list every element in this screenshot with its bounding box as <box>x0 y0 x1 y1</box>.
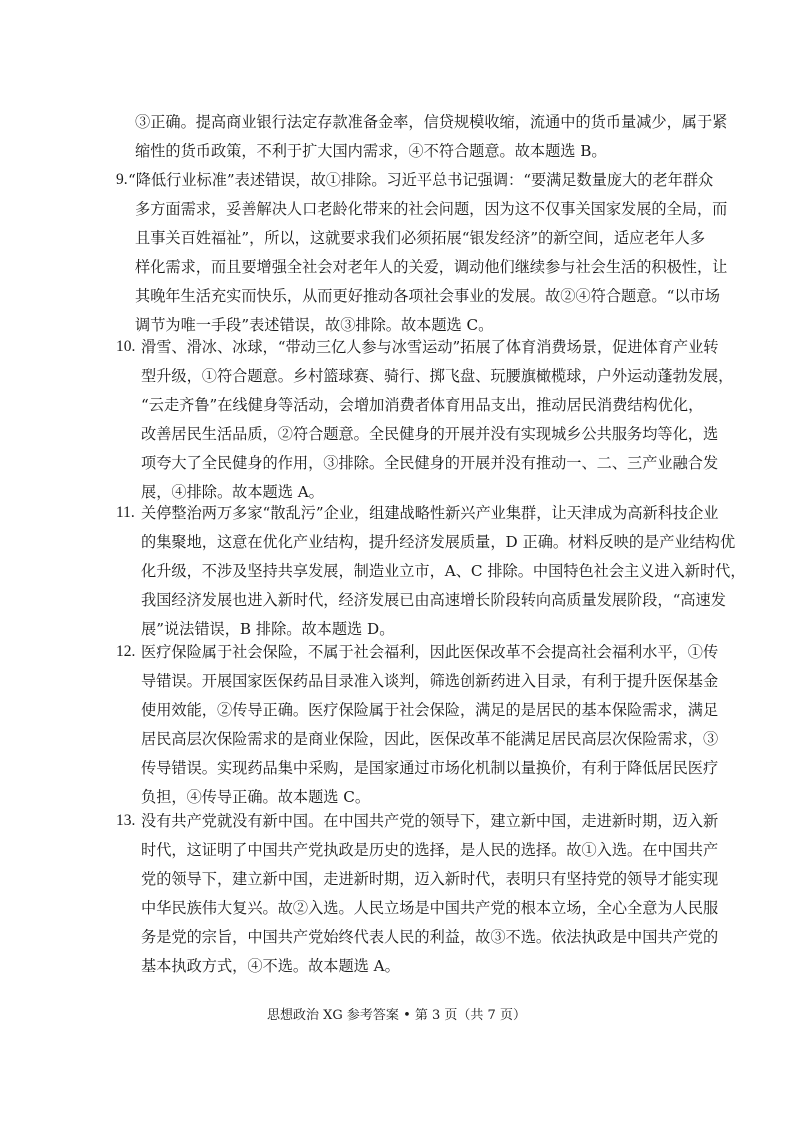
text-line: 居民高层次保险需求的是商业保险，因此，医保改革不能满足居民高层次保险需求，③ <box>141 730 719 748</box>
text-line: “降低行业标准”表述错误，故①排除。习近平总书记强调：“要满足数量庞大的老年群众 <box>128 171 714 189</box>
text-line: ③正确。提高商业银行法定存款准备金率，信贷规模收缩，流通中的货币量减少，属于紧 <box>135 113 728 131</box>
text-line: 调节为唯一手段”表述错误，故③排除。故本题选 C。 <box>135 316 494 334</box>
text-line: 传导错误。实现药品集中采购，是国家通过市场化机制以量换价，有利于降低居民医疗 <box>141 759 719 777</box>
item-number: 11. <box>116 504 135 521</box>
item-number: 12. <box>116 643 136 660</box>
page-footer: 思想政治 XG 参考答案 • 第 3 页（共 7 页） <box>267 1008 526 1023</box>
item-number: 10. <box>116 338 136 355</box>
text-line: 基本执政方式，④不选。故本题选 A。 <box>141 957 400 975</box>
text-line: 我国经济发展也进入新时代，经济发展已由高速增长阶段转向高质量发展阶段，“高速发 <box>141 591 726 609</box>
text-line: 党的领导下，建立新中国，走进新时期，迈入新时代，表明只有坚持党的领导才能实现 <box>141 870 719 888</box>
text-line: 缩性的货币政策，不利于扩大国内需求，④不符合题意。故本题选 B。 <box>135 142 607 160</box>
text-line: 使用效能，②传导正确。医疗保险属于社会保险，满足的是居民的基本保险需求，满足 <box>141 701 719 719</box>
text-line: 且事关百姓福祉”，所以，这就要求我们必须拓展“银发经济”的新空间，适应老年人多 <box>135 229 706 247</box>
text-line: 医疗保险属于社会保险，不属于社会福利，因此医保改革不会提高社会福利水平，①传 <box>141 643 719 661</box>
text-line: 中华民族伟大复兴。故②入选。人民立场是中国共产党的根本立场，全心全意为人民服 <box>141 899 719 917</box>
item-number: 9. <box>116 171 128 188</box>
text-line: 没有共产党就没有新中国。在中国共产党的领导下，建立新中国，走进新时期，迈入新 <box>141 812 719 830</box>
text-line: “云走齐鲁”在线健身等活动，会增加消费者体育用品支出，推动居民消费结构优化， <box>141 396 704 414</box>
text-line: 的集聚地，这意在优化产业结构，提升经济发展质量，D 正确。材料反映的是产业结构优 <box>141 533 736 551</box>
text-line: 其晚年生活充实而快乐，从而更好推动各项社会事业的发展。故②④符合题意。“以市场 <box>135 287 720 305</box>
text-line: 导错误。开展国家医保药品目录准入谈判，筛选创新药进入目录，有利于提升医保基金 <box>141 672 719 690</box>
text-line: 展”说法错误，B 排除。故本题选 D。 <box>141 620 395 638</box>
text-line: 项夸大了全民健身的作用，③排除。全民健身的开展并没有推动一、二、三产业融合发 <box>141 454 719 472</box>
text-line: 化升级，不涉及坚持共享发展，制造业立市，A、C 排除。中国特色社会主义进入新时代， <box>141 562 746 580</box>
text-line: 型升级，①符合题意。乡村篮球赛、骑行、掷飞盘、玩腰旗橄榄球，户外运动蓬勃发展， <box>141 367 734 385</box>
text-line: 时代，这证明了中国共产党执政是历史的选择，是人民的选择。故①入选。在中国共产 <box>141 841 719 859</box>
text-line: 展，④排除。故本题选 A。 <box>141 483 324 501</box>
text-line: 关停整治两万多家“散乱污”企业，组建战略性新兴产业集群，让天津成为高新科技企业 <box>141 504 719 522</box>
text-line: 样化需求，而且要增强全社会对老年人的关爱，调动他们继续参与社会生活的积极性，让 <box>135 258 728 276</box>
text-line: 滑雪、滑冰、冰球，“带动三亿人参与冰雪运动”拓展了体育消费场景，促进体育产业转 <box>141 338 719 356</box>
text-line: 负担，④传导正确。故本题选 C。 <box>141 788 371 806</box>
text-line: 多方面需求，妥善解决人口老龄化带来的社会问题，因为这不仅事关国家发展的全局，而 <box>135 200 728 218</box>
text-line: 改善居民生活品质，②符合题意。全民健身的开展并没有实现城乡公共服务均等化，选 <box>141 425 719 443</box>
item-number: 13. <box>116 812 136 829</box>
text-line: 务是党的宗旨，中国共产党始终代表人民的利益，故③不选。依法执政是中国共产党的 <box>141 928 719 946</box>
